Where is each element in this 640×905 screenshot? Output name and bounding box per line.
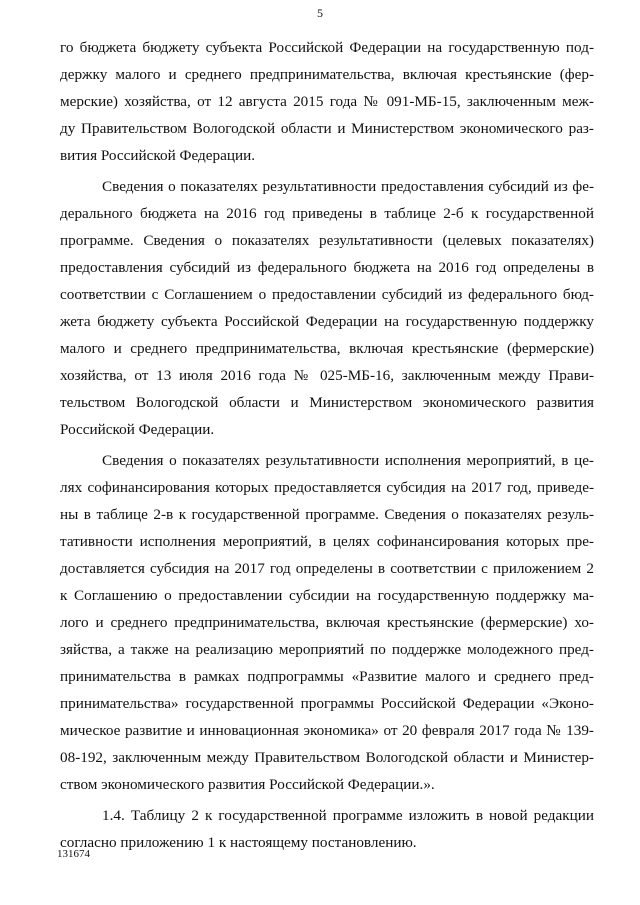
document-body — [60, 34, 594, 856]
text-line: зяйства, а также на реализацию мероприятий по поддержке молодежного пред- — [60, 641, 594, 658]
paragraph — [60, 34, 594, 169]
text-line: тельством Вологодской области и Министерством экономического развития — [60, 394, 594, 411]
page-number: 5 — [317, 6, 323, 20]
text-line: Сведения о показателях результативности исполнения мероприятий, в це- — [102, 452, 594, 469]
text-line: 08-192, заключенным между Правительством Вологодской области и Министер- — [60, 749, 594, 766]
text-line: лях софинансирования которых предоставляется субсидия на 2017 год, приведе- — [60, 479, 594, 496]
text-line: Сведения о показателях результативности предоставления субсидий из фе- — [102, 178, 594, 195]
text-line: хозяйства, от 13 июля 2016 года № 025-МБ-16, заключенным между Прави- — [60, 367, 594, 384]
text-line: лого и среднего предпринимательства, включая крестьянские (фермерские) хо- — [60, 614, 594, 631]
text-line: тативности исполнения мероприятий, в целях софинансирования которых пре- — [60, 533, 594, 550]
paragraph — [60, 173, 594, 443]
text-line: согласно приложению 1 к настоящему постановлению. — [60, 834, 417, 851]
paragraph — [60, 802, 594, 856]
text-line: принимательства» государственной программы Российской Федерации «Эконо- — [60, 695, 594, 712]
text-line: программе. Сведения о показателях результативности (целевых показателях) — [60, 232, 594, 249]
text-line: вития Российской Федерации. — [60, 147, 256, 164]
text-line: к Соглашению о предоставлении субсидии на государственную поддержку ма- — [60, 587, 594, 604]
text-line: дерального бюджета на 2016 год приведены в таблице 2-б к государственной — [60, 205, 594, 222]
text-line: предоставления субсидий из федерального бюджета на 2016 год определены в — [60, 259, 594, 276]
text-line: соответствии с Соглашением о предоставлении субсидий из федерального бюд- — [60, 286, 594, 303]
text-line: Российской Федерации. — [60, 421, 215, 438]
text-line: 1.4. Таблицу 2 к государственной программе изложить в новой редакции — [102, 807, 594, 824]
text-line: держку малого и среднего предпринимательства, включая крестьянские (фер- — [60, 66, 594, 83]
text-line: ны в таблице 2-в к государственной программе. Сведения о показателях резуль- — [60, 506, 594, 523]
text-line: мерские) хозяйства, от 12 августа 2015 года № 091-МБ-15, заключенным меж- — [60, 93, 594, 110]
text-line: жета бюджету субъекта Российской Федерации на государственную поддержку — [60, 313, 594, 330]
text-line: ду Правительством Вологодской области и Министерством экономического раз- — [60, 120, 594, 137]
text-line: малого и среднего предпринимательства, включая крестьянские (фермерские) — [60, 340, 594, 357]
text-line: мическое развитие и инновационная экономика» от 20 февраля 2017 года № 139- — [60, 722, 594, 739]
document-code: 131674 — [57, 848, 90, 860]
text-line: го бюджета бюджету субъекта Российской Федерации на государственную под- — [60, 39, 594, 56]
text-line: доставляется субсидия на 2017 год определены в соответствии с приложением 2 — [60, 560, 594, 577]
text-line: ством экономического развития Российской Федерации.». — [60, 776, 435, 793]
paragraph — [60, 447, 594, 798]
text-line: принимательства в рамках подпрограммы «Развитие малого и среднего пред- — [60, 668, 594, 685]
